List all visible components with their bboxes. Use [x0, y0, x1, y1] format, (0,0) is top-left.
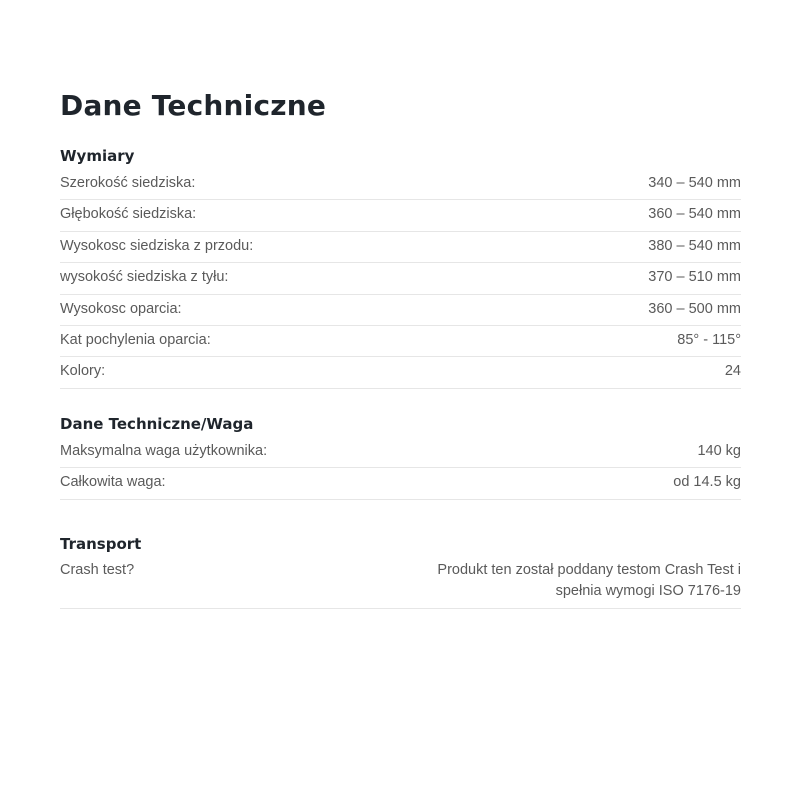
- spec-value: 360 – 540 mm: [648, 206, 741, 223]
- section-weight: [60, 415, 741, 500]
- spec-row-max-user-weight: [60, 437, 741, 468]
- spec-row-colors: [60, 357, 741, 388]
- spec-value: 24: [724, 363, 741, 380]
- spec-value: Produkt ten został poddany testom Crash Test i spełnia wymogi ISO 7176-19: [437, 562, 741, 599]
- spec-value: 85° - 115°: [677, 331, 741, 348]
- spec-label: Wysokosc oparcia:: [60, 300, 182, 317]
- spec-label: Całkowita waga:: [60, 474, 166, 491]
- spec-label: Szerokość siedziska:: [60, 175, 196, 191]
- page-title: Dane Techniczne: [60, 89, 327, 122]
- section-title: Wymiary: [60, 147, 135, 165]
- spec-value: 140 kg: [697, 443, 741, 459]
- spec-label: Maksymalna waga użytkownika:: [60, 443, 268, 459]
- spec-row-seat-depth: [60, 200, 741, 231]
- spec-row-seat-height-front: [60, 232, 741, 263]
- spec-row-seat-height-rear: [60, 263, 741, 294]
- spec-label: Kolory:: [60, 363, 106, 380]
- spec-row-seat-width: [60, 169, 741, 200]
- spec-label: Głębokość siedziska:: [60, 206, 197, 223]
- section-title: Dane Techniczne/Waga: [60, 415, 254, 433]
- spec-label: Kat pochylenia oparcia:: [60, 331, 211, 348]
- spec-row-total-weight: [60, 468, 741, 499]
- spec-value: 370 – 510 mm: [648, 269, 741, 286]
- spec-row-crash-test: [60, 557, 741, 609]
- spec-value: 380 – 540 mm: [648, 237, 741, 254]
- section-dimensions: [60, 147, 741, 389]
- spec-label: wysokość siedziska z tyłu:: [60, 269, 229, 286]
- spec-row-backrest-height: [60, 295, 741, 326]
- spec-label: Crash test?: [60, 562, 135, 578]
- spec-label: Wysokosc siedziska z przodu:: [60, 237, 254, 254]
- spec-value: 360 – 500 mm: [648, 300, 741, 317]
- spec-value: od 14.5 kg: [673, 474, 741, 491]
- spec-row-backrest-angle: [60, 326, 741, 357]
- section-transport: [60, 535, 741, 609]
- section-title: Transport: [60, 535, 142, 553]
- spec-value: 340 – 540 mm: [648, 175, 741, 191]
